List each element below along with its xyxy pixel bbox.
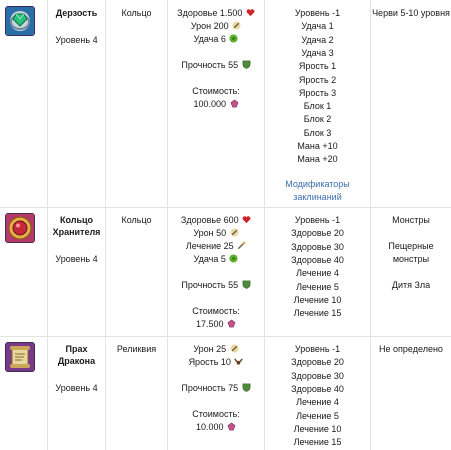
horns-icon bbox=[234, 357, 243, 366]
cost-value: 10.000 bbox=[168, 421, 264, 433]
item-type: Кольцо bbox=[121, 215, 152, 225]
modifier-item: Ярость 3 bbox=[298, 87, 337, 98]
item-name-cell bbox=[48, 336, 106, 450]
modifier-item: Лечение 15 bbox=[293, 437, 342, 448]
item-name: Кольцо bbox=[59, 215, 94, 225]
item-ring-emerald-icon bbox=[5, 6, 35, 36]
item-image-cell bbox=[0, 0, 48, 207]
item-name-cell bbox=[48, 207, 106, 336]
modifier-item: Лечение 4 bbox=[296, 397, 339, 408]
item-type-cell bbox=[106, 336, 168, 450]
cost-label: Стоимость: bbox=[192, 409, 240, 419]
modifier-item: Удача 3 bbox=[301, 47, 334, 58]
item-type-cell bbox=[106, 207, 168, 336]
modifier-item: Удача 2 bbox=[301, 34, 334, 45]
stat-heal: Лечение 25 bbox=[168, 240, 264, 252]
modifier-item: Лечение 5 bbox=[296, 281, 339, 292]
wand-icon bbox=[237, 241, 246, 250]
item-stats-cell bbox=[168, 207, 265, 336]
cost-label: Стоимость: bbox=[192, 86, 240, 96]
modifier-item: Ярость 2 bbox=[298, 74, 337, 85]
item-level: Уровень 4 bbox=[55, 383, 98, 393]
modifier-item: Здоровье 40 bbox=[291, 254, 344, 265]
modifier-item: Лечение 4 bbox=[296, 268, 339, 279]
modifier-item: Мана +10 bbox=[297, 141, 338, 151]
item-name: Дерзость bbox=[55, 8, 98, 18]
shield-icon bbox=[242, 383, 251, 392]
item-name-cell bbox=[48, 0, 106, 207]
item-image-cell bbox=[0, 207, 48, 336]
modifier-item: Блок 2 bbox=[303, 114, 332, 125]
heart-icon bbox=[242, 215, 251, 224]
source-item: Черви 5-10 уровня bbox=[372, 8, 450, 18]
item-name: Хранителя bbox=[52, 227, 101, 237]
item-name: Дракона bbox=[57, 356, 96, 366]
source-item: монстры bbox=[392, 254, 430, 264]
modifier-item: Ярость 1 bbox=[298, 61, 337, 72]
gem-icon bbox=[227, 422, 236, 431]
item-image-cell bbox=[0, 336, 48, 450]
modifier-item: Уровень -1 bbox=[294, 344, 341, 354]
stat-luck: Удача 6 bbox=[168, 33, 264, 45]
item-type: Кольцо bbox=[121, 8, 152, 18]
modifier-item: Здоровье 20 bbox=[291, 357, 344, 368]
stat-durability: Прочность 75 bbox=[168, 382, 264, 394]
modifier-item: Лечение 15 bbox=[293, 308, 342, 319]
modifier-item: Мана +20 bbox=[297, 154, 338, 165]
modifiers-cell bbox=[265, 0, 371, 207]
clover-icon bbox=[229, 34, 238, 43]
stat-damage: Урон 200 bbox=[168, 20, 264, 32]
stat-rage: Ярость 10 bbox=[168, 356, 264, 368]
modifier-item: Уровень -1 bbox=[294, 215, 341, 225]
item-stats-cell bbox=[168, 0, 265, 207]
sword-icon bbox=[230, 344, 239, 353]
item-name: Прах bbox=[65, 344, 88, 354]
heart-icon bbox=[246, 8, 255, 17]
sources-cell bbox=[371, 336, 451, 450]
table-row bbox=[0, 336, 451, 450]
item-scroll-relic-icon bbox=[5, 342, 35, 372]
stat-damage: Урон 25 bbox=[168, 343, 264, 355]
stat-damage: Урон 50 bbox=[168, 227, 264, 239]
sword-icon bbox=[232, 21, 241, 30]
source-item: Пещерные bbox=[388, 241, 434, 251]
table-row bbox=[0, 207, 451, 337]
modifiers-cell bbox=[265, 336, 371, 450]
cost-value: 17.500 bbox=[168, 318, 264, 330]
item-type-cell bbox=[106, 0, 168, 207]
source-item: Монстры bbox=[392, 215, 430, 225]
source-item: Не определено bbox=[379, 344, 443, 354]
source-item: Дитя Зла bbox=[391, 280, 431, 290]
modifier-item: Здоровье 30 bbox=[291, 370, 344, 381]
modifier-item: Блок 3 bbox=[303, 127, 332, 138]
modifier-item: Удача 1 bbox=[301, 21, 334, 32]
stat-durability: Прочность 55 bbox=[168, 59, 264, 71]
table-row bbox=[0, 0, 451, 208]
cost-label: Стоимость: bbox=[192, 306, 240, 316]
item-level: Уровень 4 bbox=[55, 254, 98, 264]
shield-icon bbox=[242, 60, 251, 69]
modifier-item: Уровень -1 bbox=[294, 8, 341, 18]
modifier-item: Здоровье 20 bbox=[291, 228, 344, 239]
modifier-item: Лечение 10 bbox=[293, 294, 342, 305]
sources-cell bbox=[371, 207, 451, 336]
modifier-item: Лечение 5 bbox=[296, 410, 339, 421]
shield-icon bbox=[242, 280, 251, 289]
modifier-item: Здоровье 30 bbox=[291, 241, 344, 252]
modifiers-link[interactable]: заклинаний bbox=[293, 191, 342, 202]
modifier-item: Лечение 10 bbox=[293, 423, 342, 434]
gem-icon bbox=[227, 319, 236, 328]
item-type: Реликвия bbox=[116, 344, 157, 354]
sources-cell bbox=[371, 0, 451, 207]
stat-health: Здоровье 1.500 bbox=[168, 7, 264, 19]
modifier-item: Блок 1 bbox=[303, 101, 332, 112]
gem-icon bbox=[230, 99, 239, 108]
stat-durability: Прочность 55 bbox=[168, 279, 264, 291]
modifiers-cell bbox=[265, 207, 371, 336]
stat-luck: Удача 5 bbox=[168, 253, 264, 265]
clover-icon bbox=[229, 254, 238, 263]
sword-icon bbox=[230, 228, 239, 237]
modifiers-link[interactable]: Модификаторы bbox=[285, 179, 350, 189]
cost-value: 100.000 bbox=[168, 98, 264, 110]
item-level: Уровень 4 bbox=[55, 35, 98, 45]
item-stats-cell bbox=[168, 336, 265, 450]
modifier-item: Здоровье 40 bbox=[291, 383, 344, 394]
item-ring-ruby-icon bbox=[5, 213, 35, 243]
stat-health: Здоровье 600 bbox=[168, 214, 264, 226]
